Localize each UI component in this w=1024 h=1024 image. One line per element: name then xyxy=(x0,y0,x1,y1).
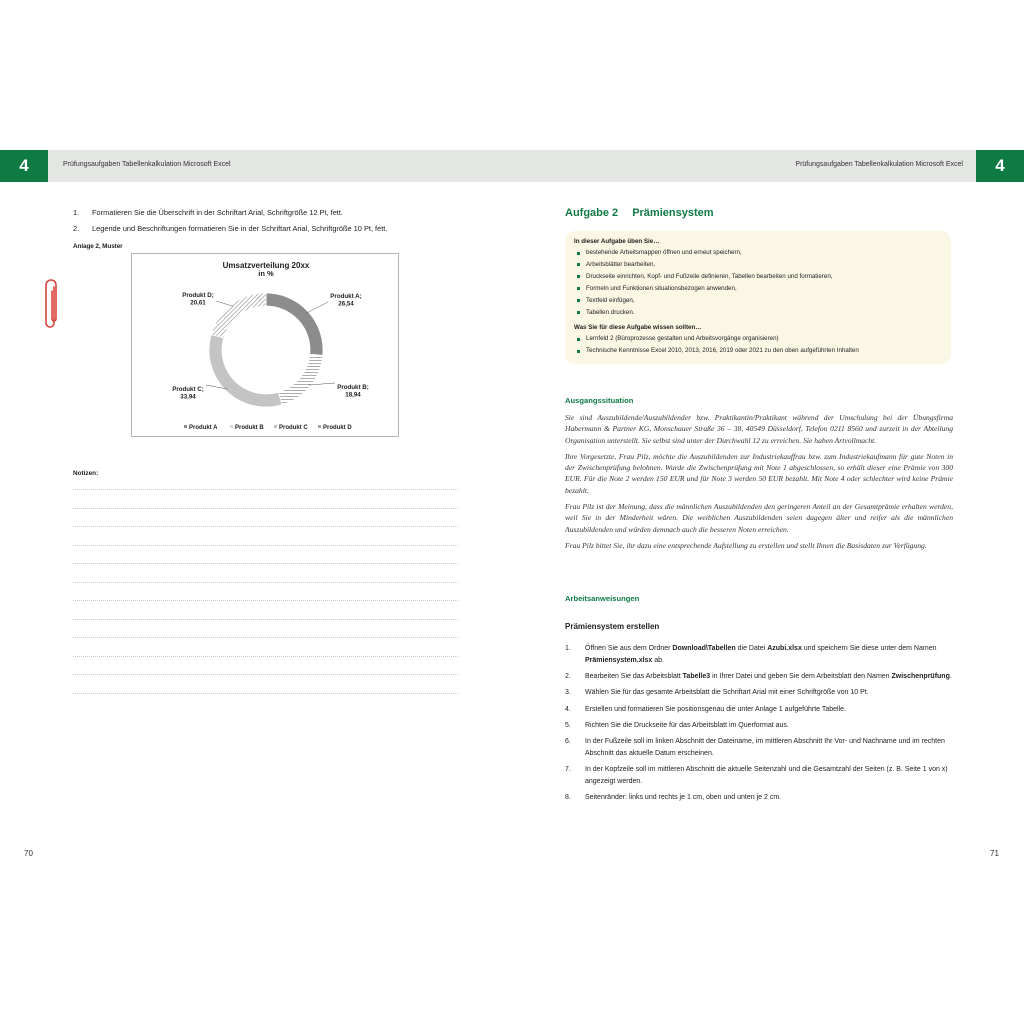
work-step xyxy=(565,792,953,804)
note-line xyxy=(73,489,458,490)
legend-label: Produkt B xyxy=(235,425,264,431)
page-number-left: 70 xyxy=(24,849,33,858)
data-label: Produkt A; 26,54 xyxy=(330,293,362,308)
step-number: 1. xyxy=(565,645,571,652)
arbeitsanweisungen-heading: Arbeitsanweisungen xyxy=(565,594,640,603)
notes-label: Notizen: xyxy=(73,470,99,477)
step-number: 5. xyxy=(565,721,571,729)
aufgabe-number: Aufgabe 2 xyxy=(565,207,619,219)
work-step xyxy=(565,736,953,759)
ausgangssituation-heading: Ausgangssituation xyxy=(565,396,634,405)
list-item: Textfeld einfügen, xyxy=(574,295,942,307)
data-label: Produkt D; 20,61 xyxy=(182,292,214,307)
instruction-text: Formatieren Sie die Überschrift in der Schriftart Arial, Schriftgröße 12 Pt, fett. xyxy=(92,208,343,217)
paragraph: Frau Pilz bittet Sie, ihr dazu eine entsprechende Aufstellung zu erstellen und stellt Ihnen die Basisdaten zur Verfügung. xyxy=(565,540,927,550)
aufgabe-name: Prämiensystem xyxy=(632,207,714,219)
note-line xyxy=(73,619,458,620)
anlage-label: Anlage 2, Muster xyxy=(73,243,123,250)
list-item: Lernfeld 2 (Büroprozesse gestalten und Arbeitsvorgänge organisieren) xyxy=(574,333,942,345)
instruction-number: 1. xyxy=(73,208,80,217)
step-number: 6. xyxy=(565,738,571,746)
work-step xyxy=(565,671,953,683)
step-text: In der Kopfzeile soll im mittleren Abschnitt die aktuelle Seitenzahl und die Gesamtzahl der Seiten (z. B. Seite 1 von x) angezeigt werden. xyxy=(585,766,948,785)
step-number: 3. xyxy=(565,689,571,697)
situation-text xyxy=(565,412,953,556)
note-line xyxy=(73,545,458,546)
step-number: 2. xyxy=(565,673,571,680)
step-text: Richten Sie die Druckseite für das Arbeitsblatt im Querformat aus. xyxy=(585,721,789,729)
donut-slice-produkt-c xyxy=(209,334,282,407)
paragraph: Sie sind Auszubildende/Auszubildender bzw. Praktikantin/Praktikant während der Umschulung bei der Übungsfirma Habermann & Partner KG, Monschauer Straße 36 – 38, 40549 Düsseldorf, Telefon 0211 8560 und zurzeit in der Abteilung Organisation unterstellt. Sie selbst sind unter der Durchwahl 12 zu erreichen. Sie haben Artvollmacht. xyxy=(565,413,953,445)
practice-list xyxy=(574,247,942,318)
instruction-item xyxy=(73,223,473,234)
donut-chart xyxy=(131,253,399,437)
instruction-number: 2. xyxy=(73,224,80,233)
note-line xyxy=(73,563,458,564)
work-steps-list xyxy=(565,643,953,808)
list-item: Druckseite einrichten, Kopf- und Fußzeile definieren, Tabellen bearbeiten und formatieren, xyxy=(574,271,942,283)
instruction-text: Legende und Beschriftungen formatieren Sie in der Schriftart Arial, Schriftgröße 10 Pt, fett. xyxy=(92,224,388,233)
work-step xyxy=(565,704,953,716)
list-item: bestehende Arbeitsmappen öffnen und erneut speichern, xyxy=(574,247,942,259)
list-item: Arbeitsblätter bearbeiten, xyxy=(574,259,942,271)
list-item: Tabellen drucken. xyxy=(574,307,942,319)
chapter-tab-right: 4 xyxy=(976,150,1024,182)
page-number-right: 71 xyxy=(990,849,999,858)
list-item: Formeln und Funktionen situationsbezogen anwenden, xyxy=(574,283,942,295)
info-box-heading: In dieser Aufgabe üben Sie… xyxy=(574,238,660,245)
legend-swatch xyxy=(318,425,321,428)
step-number: 7. xyxy=(565,766,571,774)
leader-line xyxy=(216,301,233,306)
data-label: Produkt C; 33,94 xyxy=(172,386,204,401)
donut-slice-produkt-b xyxy=(278,354,322,404)
leader-line xyxy=(307,302,328,313)
donut-slice-produkt-d xyxy=(211,293,266,338)
step-text: Wählen Sie für das gesamte Arbeitsblatt die Schriftart Arial mit einer Schriftgröße von 10 Pt. xyxy=(585,689,869,697)
note-line xyxy=(73,600,458,601)
legend-label: Produkt A xyxy=(189,425,218,431)
note-line xyxy=(73,637,458,638)
note-line xyxy=(73,508,458,509)
data-label: Produkt B; 18,94 xyxy=(337,384,369,399)
knowledge-list xyxy=(574,333,942,357)
paragraph: Frau Pilz ist der Meinung, dass die männlichen Auszubildenden den geringeren Anteil an der Gesamtprämie erhalten werden, weil Sie in der Minderheit wären. Die weiblichen Auszubildenden seien dagegen älter und reifer als die männlichen Auszubildenden und würden demnach auch die besseren Noten erreichen. xyxy=(565,502,953,534)
aufgabe-title xyxy=(565,207,714,219)
legend-label: Produkt D xyxy=(323,425,352,431)
header-title-left: Prüfungsaufgaben Tabellenkalkulation Microsoft Excel xyxy=(63,161,231,168)
legend-swatch xyxy=(230,425,233,428)
info-box xyxy=(565,231,951,364)
step-text: Bearbeiten Sie das Arbeitsblatt Tabelle3 in Ihrer Datei und geben Sie dem Arbeitsblatt den Namen Zwischenprüfung. xyxy=(585,673,952,680)
step-text: Seitenränder: links und rechts je 1 cm, oben und unten je 2 cm. xyxy=(585,794,782,802)
chapter-tab-left: 4 xyxy=(0,150,48,182)
note-line xyxy=(73,656,458,657)
legend-swatch xyxy=(184,425,187,428)
work-step xyxy=(565,720,953,732)
legend-label: Produkt C xyxy=(279,425,308,431)
note-line xyxy=(73,693,458,694)
info-box-heading: Was Sie für diese Aufgabe wissen sollten… xyxy=(574,324,702,332)
paperclip-icon xyxy=(43,279,59,336)
step-text: In der Fußzeile soll im linken Abschnitt der Dateiname, im mittleren Abschnitt Ihr Vor- und Nachname und im rechten Abschnitt das aktuelle Datum erscheinen. xyxy=(585,738,945,757)
donut-slice-produkt-a xyxy=(266,293,323,355)
step-number: 8. xyxy=(565,794,571,802)
note-line xyxy=(73,674,458,675)
work-step xyxy=(565,687,953,699)
step-text: Erstellen und formatieren Sie positionsgenau die unter Anlage 1 aufgeführte Tabelle. xyxy=(585,705,846,713)
work-step xyxy=(565,643,953,666)
list-item: Technische Kenntnisse Excel 2010, 2013, 2016, 2019 oder 2021 zu den oben aufgeführten Inhalten xyxy=(574,345,942,357)
header-title-right: Prüfungsaufgaben Tabellenkalkulation Microsoft Excel xyxy=(795,161,963,168)
instruction-item xyxy=(73,207,473,218)
step-text: Öffnen Sie aus dem Ordner Download\Tabellen die Datei Azubi.xlsx und speichern Sie diese unter dem Namen Prämiensystem.xlsx ab. xyxy=(585,645,937,664)
chart-title: Umsatzverteilung 20xx xyxy=(222,261,310,270)
legend-swatch xyxy=(274,425,277,428)
chart-subtitle: in % xyxy=(258,269,274,278)
paragraph: Ihre Vorgesetzte, Frau Pilz, möchte die Auszubildenden zur Industriekauffrau bzw. zum Industriekaufmann für gute Noten in der Zwischenprüfung belohnen. Wurde die Zwischenprüfung mit Note 1 abgeschlossen, so erhält dieser eine Prämie von 300 EUR. Für die Note 2 werden 150 EUR und für Note 3 werden 50 EUR bezahlt. Mit Note 4 oder schlechter wird keine Prämie bezahlt. xyxy=(565,451,953,495)
note-line xyxy=(73,582,458,583)
praemiensystem-heading: Prämiensystem erstellen xyxy=(565,622,660,631)
step-number: 4. xyxy=(565,705,571,713)
instruction-list xyxy=(73,207,473,239)
work-step xyxy=(565,764,953,787)
note-line xyxy=(73,526,458,527)
